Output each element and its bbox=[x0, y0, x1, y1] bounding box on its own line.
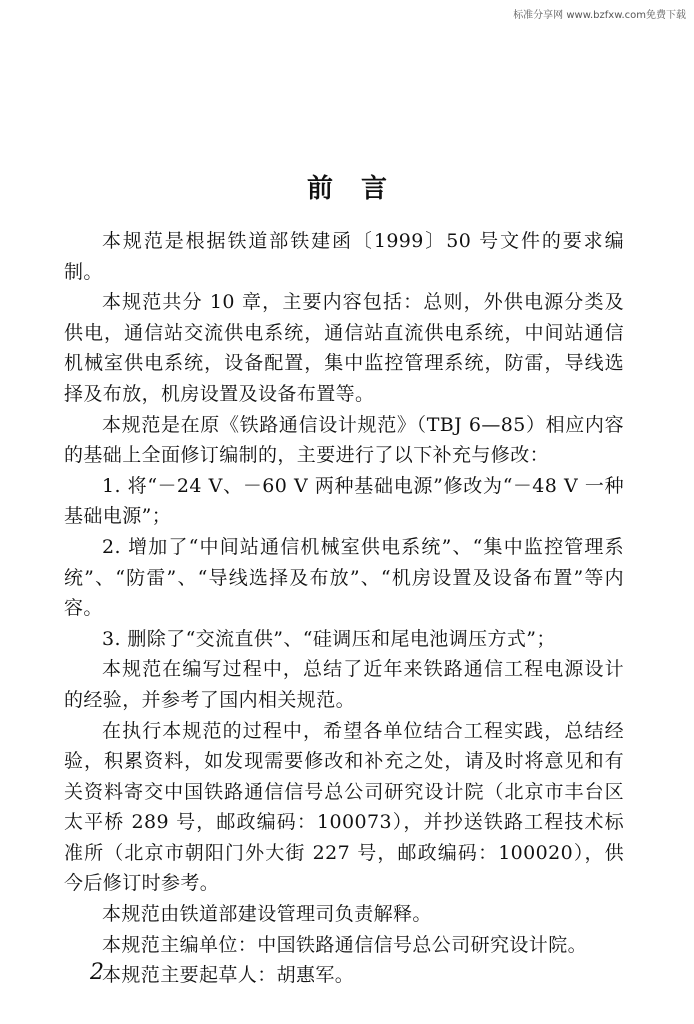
paragraph-basis: 本规范是根据铁道部铁建函〔1999〕50 号文件的要求编制。 bbox=[64, 230, 624, 283]
paragraph-feedback: 在执行本规范的过程中，希望各单位结合工程实践，总结经验，积累资料，如发现需要修改和补充之处，请及时将意见和有关资料寄交中国铁路通信信号总公司研究设计院（北京市丰台区太平桥 289 号，邮政编码：100073），并抄送铁路工程技术标准所（北京市朝阳门外大街 227 号，邮政编码：100020），供今后修订时参考。 bbox=[64, 719, 624, 895]
paragraph-item-3: 3. 删除了“交流直供”、“硅调压和尾电池调压方式”； bbox=[102, 627, 556, 650]
page-title: 前言 bbox=[306, 174, 415, 204]
site-watermark: 标准分享网 www.bzfxw.com免费下载 bbox=[513, 10, 686, 21]
paragraph-item-1: 1. 将“－24 V、－60 V 两种基础电源”修改为“－48 V 一种基础电源”； bbox=[64, 474, 624, 528]
paragraph-contents: 本规范共分 10 章，主要内容包括：总则，外供电源分类及供电，通信站交流供电系统，通信站直流供电系统，中间站通信机械室供电系统，设备配置，集中监控管理系统，防雷，导线选择及布放，机房设置及设备布置等。 bbox=[64, 291, 624, 405]
paragraph-drafter: 本规范主要起草人：胡惠军。 bbox=[102, 964, 355, 987]
paragraph-chief-unit: 本规范主编单位：中国铁路通信信号总公司研究设计院。 bbox=[102, 933, 588, 956]
paragraph-interpretation: 本规范由铁道部建设管理司负责解释。 bbox=[102, 903, 432, 926]
paragraph-revision: 本规范是在原《铁路通信设计规范》（TBJ 6—85）相应内容的基础上全面修订编制的，主要进行了以下补充与修改： bbox=[64, 413, 624, 467]
page-number: 2 bbox=[90, 960, 104, 985]
paragraph-experience: 本规范在编写过程中，总结了近年来铁路通信工程电源设计的经验，并参考了国内相关规范。 bbox=[64, 658, 624, 711]
paragraph-item-2: 2. 增加了“中间站通信机械室供电系统”、“集中监控管理系统”、“防雷”、“导线选择及布放”、“机房设置及设备布置”等内容。 bbox=[64, 535, 624, 620]
preface-body bbox=[64, 226, 624, 991]
